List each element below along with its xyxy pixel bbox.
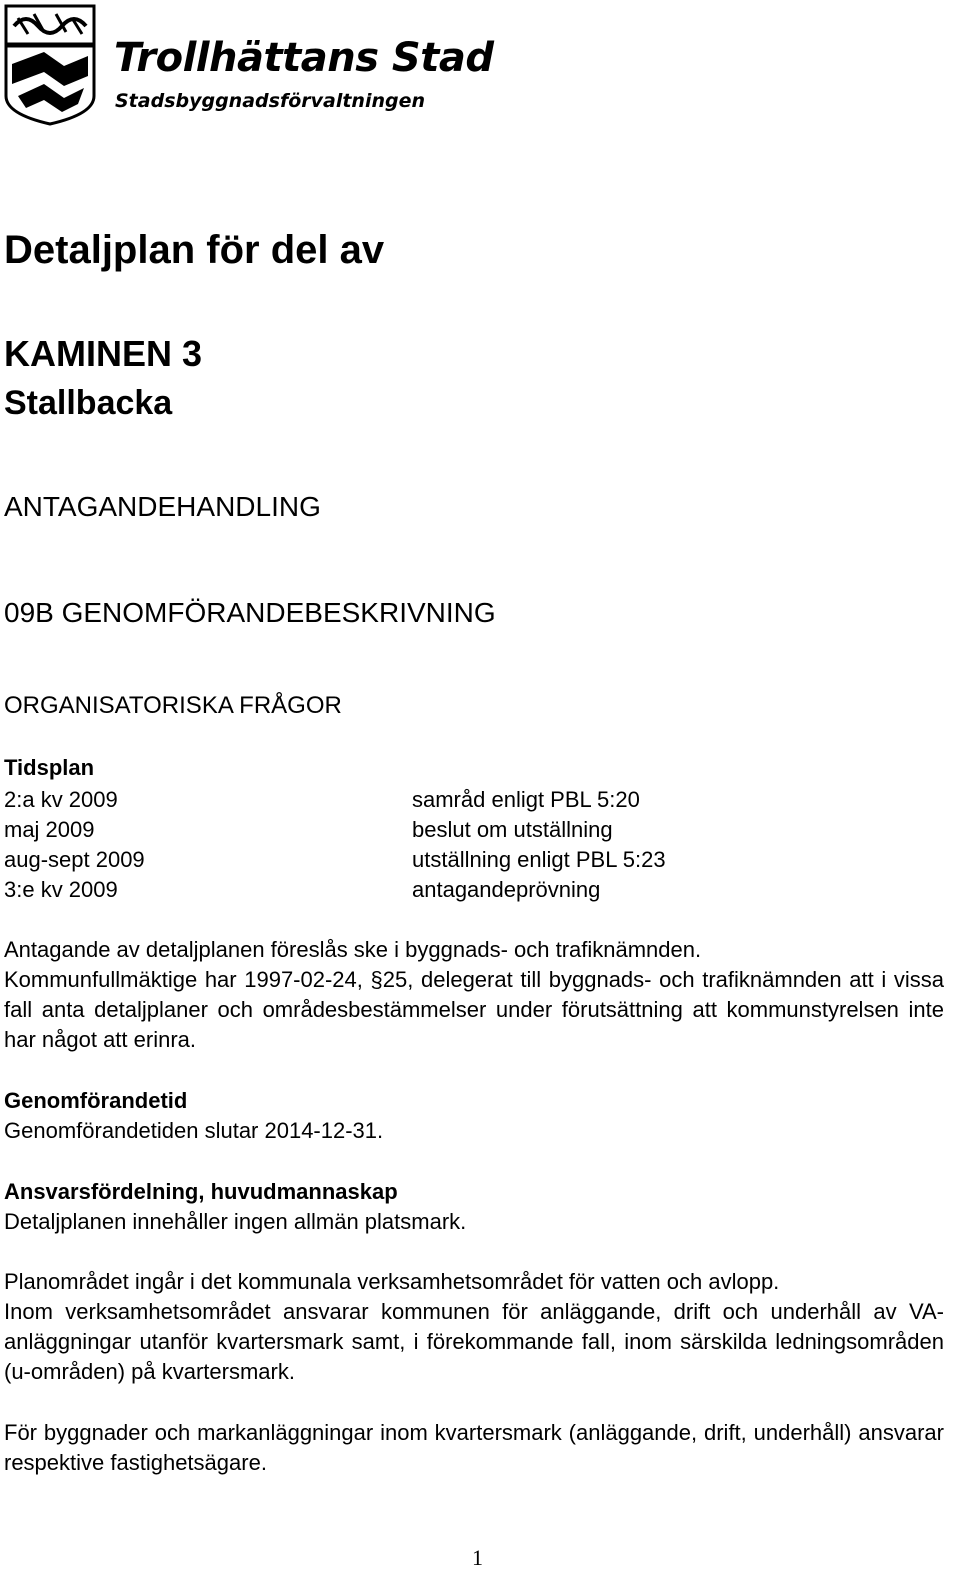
- page-number: 1: [472, 1545, 483, 1570]
- schedule-when: aug-sept 2009: [4, 847, 145, 872]
- delegation-text: Kommunfullmäktige har 1997-02-24, §25, delegerat till byggnads- och trafiknämnden att i vissa fall anta detaljplaner och områdesbestämmelser under förutsättning att kommunstyrelsen inte har något att erinra.: [4, 967, 944, 1052]
- doc-type: 09B GENOMFÖRANDEBESKRIVNING: [4, 597, 496, 628]
- schedule-what: utställning enligt PBL 5:23: [412, 847, 666, 872]
- antagande-paragraph: [4, 935, 944, 1055]
- schedule-what: antagandeprövning: [412, 877, 601, 902]
- byggnader-paragraph: För byggnader och markanläggningar inom kvartersmark (anläggande, drift, underhåll) ansvarar respektive fastighetsägare.: [4, 1420, 944, 1475]
- genomforandetid-text: Genomförandetiden slutar 2014-12-31.: [4, 1118, 384, 1143]
- doc-title-line1: Detaljplan för del av: [4, 228, 385, 272]
- va-text-1: Planområdet ingår i det kommunala verksamhetsområdet för vatten och avlopp.: [4, 1269, 780, 1294]
- department-name: Stadsbyggnadsförvaltningen: [115, 90, 426, 112]
- tidsplan-heading: Tidsplan: [4, 755, 95, 780]
- va-text-2: Inom verksamhetsområdet ansvarar kommunen för anläggande, drift och underhåll av VA-anläggningar utanför kvartersmark samt, i förekommande fall, inom särskilda ledningsområden (u-områden) på kvartersmark.: [4, 1299, 944, 1384]
- schedule-when: 2:a kv 2009: [4, 787, 118, 812]
- antagande-text: Antagande av detaljplanen föreslås ske i byggnads- och trafiknämnden.: [4, 937, 702, 962]
- org-name: Trollhättans Stad: [114, 35, 494, 81]
- doc-status: ANTAGANDEHANDLING: [4, 491, 321, 522]
- schedule-table: [4, 785, 944, 905]
- schedule-row: [4, 815, 944, 845]
- schedule-when: maj 2009: [4, 817, 95, 842]
- coat-of-arms-icon: [4, 4, 100, 126]
- section-heading: ORGANISATORISKA FRÅGOR: [4, 692, 342, 719]
- genomforandetid-heading: Genomförandetid: [4, 1088, 188, 1113]
- header: [4, 4, 494, 124]
- va-paragraph: [4, 1267, 944, 1387]
- schedule-row: [4, 845, 944, 875]
- schedule-row: [4, 785, 944, 815]
- ansvar-heading: Ansvarsfördelning, huvudmannaskap: [4, 1179, 398, 1204]
- ansvar-text: Detaljplanen innehåller ingen allmän platsmark.: [4, 1209, 467, 1234]
- schedule-what: beslut om utställning: [412, 817, 613, 842]
- doc-title-area: Stallbacka: [4, 384, 173, 422]
- schedule-what: samråd enligt PBL 5:20: [412, 787, 640, 812]
- schedule-when: 3:e kv 2009: [4, 877, 118, 902]
- doc-title-property: KAMINEN 3: [4, 333, 203, 374]
- schedule-row: [4, 875, 944, 905]
